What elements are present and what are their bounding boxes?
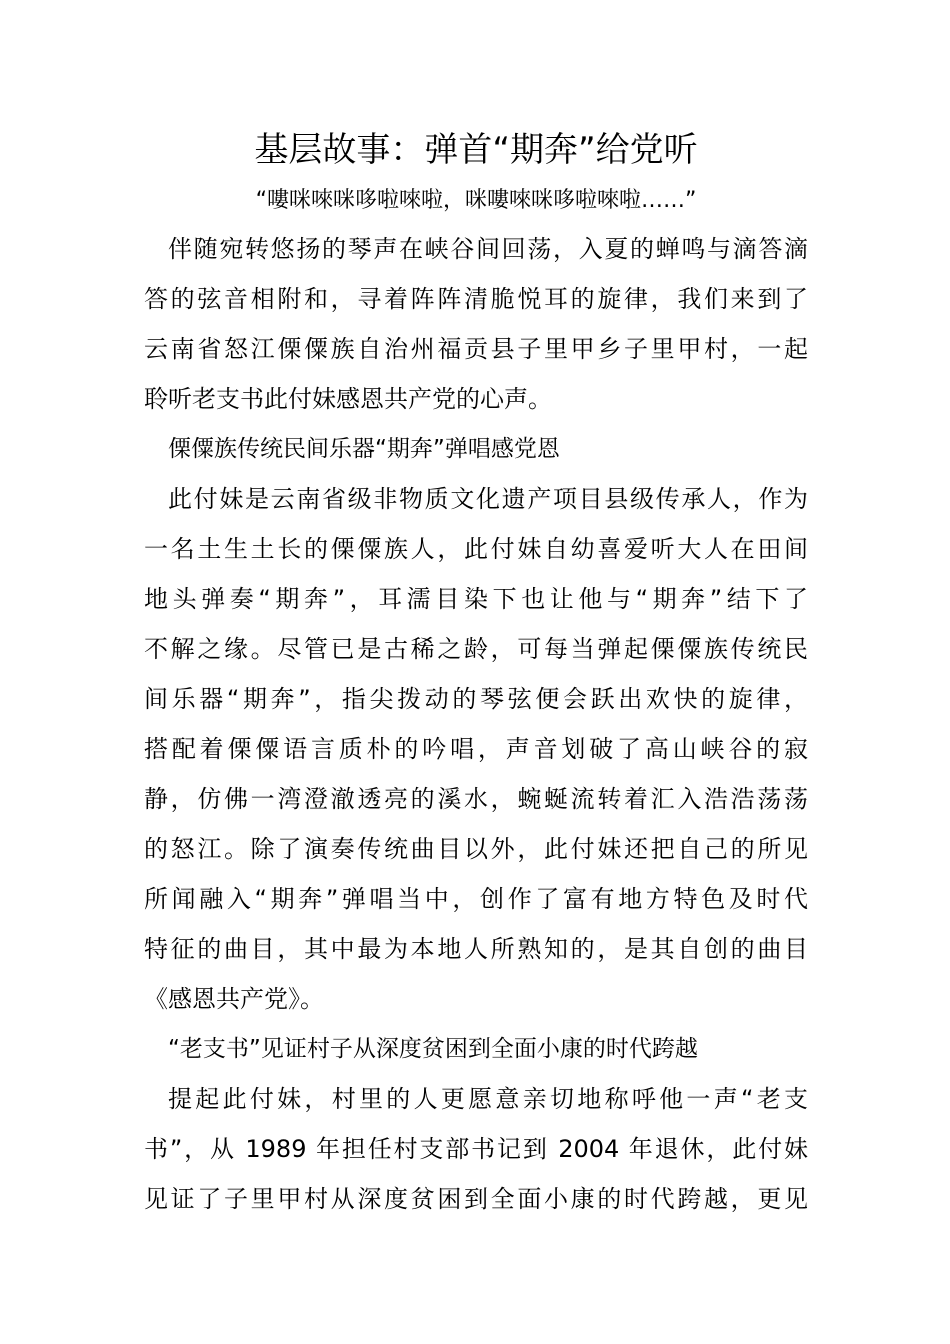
paragraph-1 [144,224,808,424]
paragraph-line: 聆听老支书此付妹感恩共产党的心声。 [144,385,552,413]
paragraph-2 [144,474,808,1024]
paragraph-line: 答的弦音相附和，寻着阵阵清脆悦耳的旋律，我们来到了 [144,285,808,313]
paragraph-line: 此付妹是云南省级非物质文化遗产项目县级传承人，作为 [168,485,808,513]
document-page [144,120,808,1224]
section-heading-1: 傈僳族传统民间乐器“期奔”弹唱感党恩 [168,436,560,462]
paragraph-line: 《感恩共产党》。 [144,985,324,1013]
paragraph-line: 静，仿佛一湾澄澈透亮的溪水，蜿蜒流转着汇入浩浩荡荡 [144,785,808,813]
document-subtitle: “嘍咪唻咪哆啦唻啦，咪嘍唻咪哆啦唻啦……” [255,188,697,213]
paragraph-3 [144,1074,808,1224]
paragraph-line: 的怒江。除了演奏传统曲目以外，此付妹还把自己的所见 [144,835,808,863]
paragraph-line: 伴随宛转悠扬的琴声在峡谷间回荡，入夏的蝉鸣与滴答滴 [168,235,808,263]
paragraph-line: 搭配着傈僳语言质朴的吟唱，声音划破了高山峡谷的寂 [144,735,808,763]
paragraph-line: 不解之缘。尽管已是古稀之龄，可每当弹起傈僳族传统民 [144,635,808,663]
paragraph-line: 一名土生土长的傈僳族人，此付妹自幼喜爱听大人在田间 [144,535,808,563]
paragraph-line: 提起此付妹，村里的人更愿意亲切地称呼他一声“老支 [168,1085,808,1113]
document-title: 基层故事：弹首“期奔”给党听 [254,130,698,170]
paragraph-line: 所闻融入“期奔”弹唱当中，创作了富有地方特色及时代 [144,885,808,913]
paragraph-line: 书”，从 1989 年担任村支部书记到 2004 年退休，此付妹 [144,1135,808,1163]
section-heading-2: “老支书”见证村子从深度贫困到全面小康的时代跨越 [168,1036,698,1062]
paragraph-line: 特征的曲目，其中最为本地人所熟知的，是其自创的曲目 [144,935,808,963]
paragraph-line: 地头弹奏“期奔”，耳濡目染下也让他与“期奔”结下了 [144,585,808,613]
paragraph-line: 间乐器“期奔”，指尖拨动的琴弦便会跃出欢快的旋律， [144,685,808,713]
paragraph-line: 云南省怒江傈僳族自治州福贡县子里甲乡子里甲村，一起 [144,335,808,363]
paragraph-line: 见证了子里甲村从深度贫困到全面小康的时代跨越，更见 [144,1185,808,1213]
